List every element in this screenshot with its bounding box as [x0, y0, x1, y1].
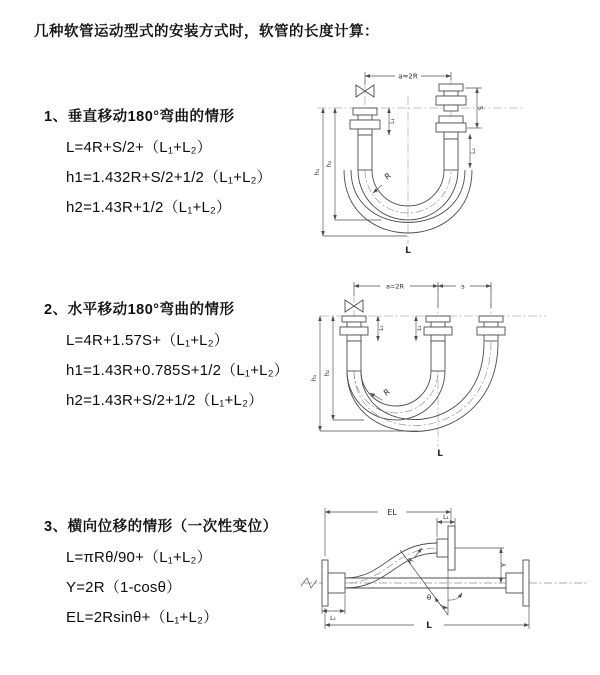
left-fitting [350, 108, 380, 170]
right-flange [506, 560, 529, 606]
dim-label-l2: L₂ [417, 325, 423, 331]
dim-label-h2: h₂ [325, 160, 333, 168]
diagram-lateral-displacement [296, 498, 598, 655]
formula-y: Y=2R（1-cosθ） [66, 579, 182, 596]
diagram-vertical-move-180-bend [303, 64, 595, 263]
dim-label-l1: L₁ [379, 325, 385, 331]
el-dimension [325, 508, 451, 556]
left-fitting [340, 316, 368, 371]
dim-label-length: L [437, 449, 443, 459]
horizontal-move-drawing [306, 278, 598, 460]
page-title: 几种软管运动型式的安装方式时，软管的长度计算： [34, 24, 379, 40]
dim-label-l1: L₁ [389, 118, 396, 124]
formula-h1: h1=1.432R+S/2+1/2（L₁+L₂） [66, 169, 272, 186]
vertical-move-drawing [303, 64, 595, 258]
dim-label-el: EL [387, 508, 397, 517]
dim-label-radius: R [406, 556, 416, 566]
l-dimension [325, 606, 529, 631]
section-vertical-move [44, 105, 272, 229]
dim-label-l1: L₁ [443, 514, 449, 521]
dim-label-span: a=2R [385, 282, 405, 291]
l2-dimension [416, 316, 423, 341]
formula-el: EL=2Rsinθ+（L₁+L₂） [66, 609, 219, 626]
lateral-displacement-drawing [296, 498, 598, 650]
formula-h2: h2=1.43R+1/2（L₁+L₂） [66, 199, 232, 216]
dim-label-s: S [477, 105, 485, 111]
section-2-heading: 2、水平移动180°弯曲的情形 [44, 302, 235, 318]
formula-h1: h1=1.43R+0.785S+1/2（L₁+L₂） [66, 362, 289, 379]
upper-flange [437, 526, 455, 570]
dim-label-l2: L₂ [470, 148, 477, 154]
l1-dimension [378, 316, 385, 341]
braid-section [347, 341, 361, 371]
dim-label-h1: h₁ [313, 168, 321, 176]
formula-length: L=4R+S/2+（L₁+L₂） [66, 139, 212, 156]
dim-label-length: L [426, 621, 432, 631]
diagram-horizontal-move-180-bend [306, 278, 598, 465]
braid-section [444, 139, 458, 170]
right-fitting-lower [436, 116, 466, 170]
left-flange [322, 560, 345, 606]
braid-section [358, 135, 372, 170]
braid-section [431, 341, 445, 371]
dim-label-theta: θ [426, 594, 432, 602]
l1-dimension [389, 108, 396, 135]
formula-length: L=4R+1.57S+（L₁+L₂） [66, 332, 229, 349]
dim-label-radius: R [381, 387, 392, 398]
formula-length: L=πRθ/90+（L₁+L₂） [66, 549, 212, 566]
dim-label-radius: R [382, 171, 393, 182]
section-1-heading: 1、垂直移动180°弯曲的情形 [44, 109, 235, 125]
l2-dimension [470, 134, 477, 168]
dim-label-h2: h₂ [323, 369, 331, 377]
span-dimensions [354, 282, 491, 308]
dim-label-h1: h₁ [310, 374, 318, 382]
section-horizontal-move [44, 298, 289, 422]
dim-label-s: s [461, 282, 465, 291]
span-dimension [365, 72, 451, 84]
right-fitting [477, 316, 505, 341]
right-fitting-upper [436, 84, 466, 111]
dim-label-length: L [405, 246, 411, 256]
middle-fitting [424, 316, 452, 371]
dim-label-span: a=2R [398, 72, 418, 81]
radius-callout [406, 548, 422, 566]
centerlines [317, 78, 525, 244]
break-symbol [301, 578, 317, 588]
dim-label-l2: L₂ [330, 615, 336, 622]
hose-u-curves [347, 342, 498, 432]
formula-h2: h2=1.43R+S/2+1/2（L₁+L₂） [66, 392, 264, 409]
section-lateral-displacement [44, 515, 278, 639]
dim-label-y: Y [500, 562, 508, 568]
radius-callout [373, 171, 393, 193]
section-3-heading: 3、横向位移的情形（一次性变位） [44, 519, 278, 535]
